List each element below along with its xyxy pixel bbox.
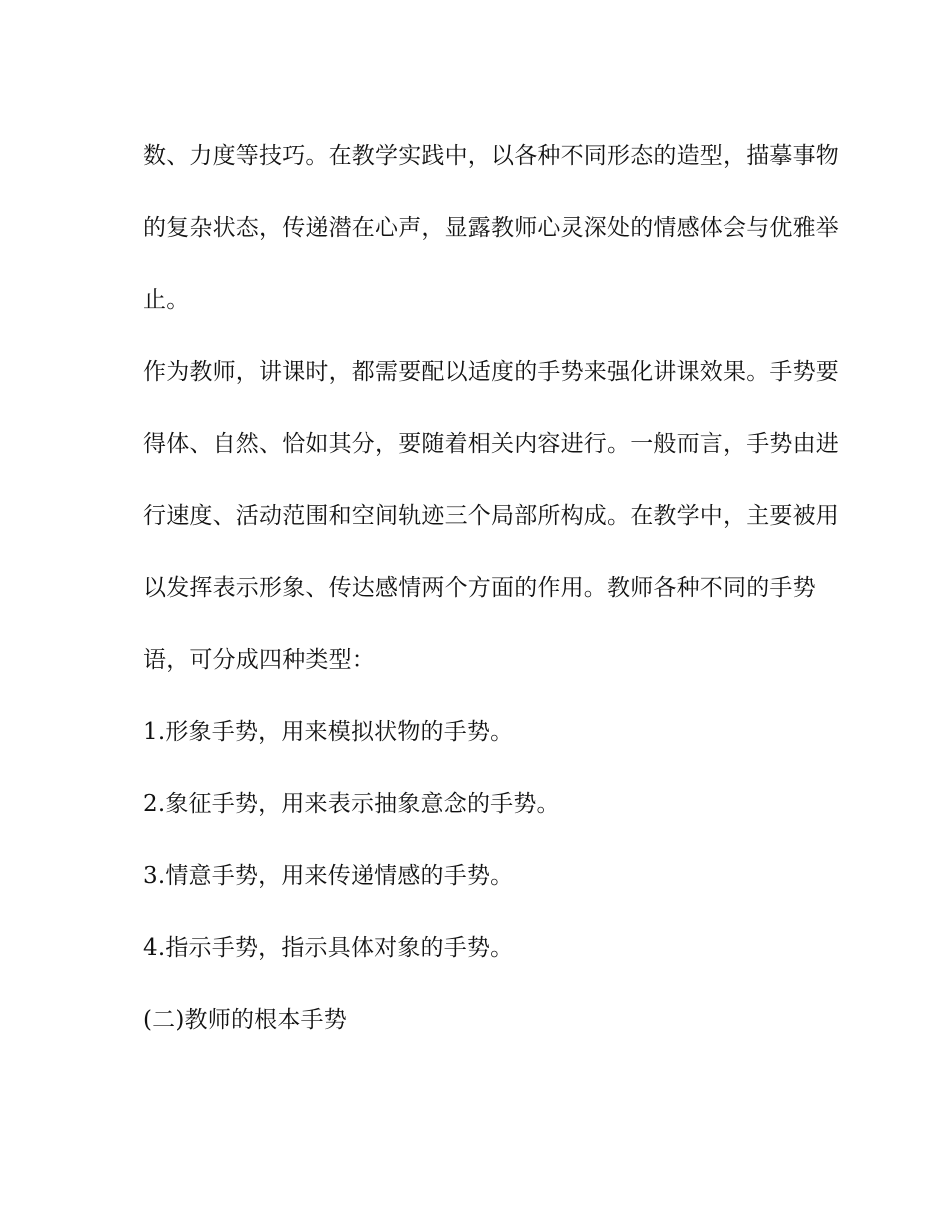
paragraph-line: 行速度、活动范围和空间轨迹三个局部所构成。在教学中，主要被用 [143, 503, 839, 529]
paragraph-line: 数、力度等技巧。在教学实践中，以各种不同形态的造型，描摹事物 [143, 143, 839, 169]
section-heading: (二)教师的根本手势 [143, 1007, 347, 1033]
list-item: 3.情意手势，用来传递情感的手势。 [143, 863, 514, 889]
list-item: 2.象征手势，用来表示抽象意念的手势。 [143, 791, 560, 817]
list-item: 1.形象手势，用来模拟状物的手势。 [143, 719, 514, 745]
paragraph-line: 得体、自然、恰如其分，要随着相关内容进行。一般而言，手势由进 [143, 431, 839, 457]
paragraph-line: 以发挥表示形象、传达感情两个方面的作用。教师各种不同的手势 [143, 575, 816, 601]
paragraph-line: 作为教师，讲课时，都需要配以适度的手势来强化讲课效果。手势要 [143, 359, 839, 385]
paragraph-line: 语，可分成四种类型： [143, 647, 375, 673]
paragraph-line: 的复杂状态，传递潜在心声，显露教师心灵深处的情感体会与优雅举 [143, 215, 839, 241]
paragraph-line: 止。 [143, 287, 190, 313]
list-item: 4.指示手势，指示具体对象的手势。 [143, 935, 514, 961]
